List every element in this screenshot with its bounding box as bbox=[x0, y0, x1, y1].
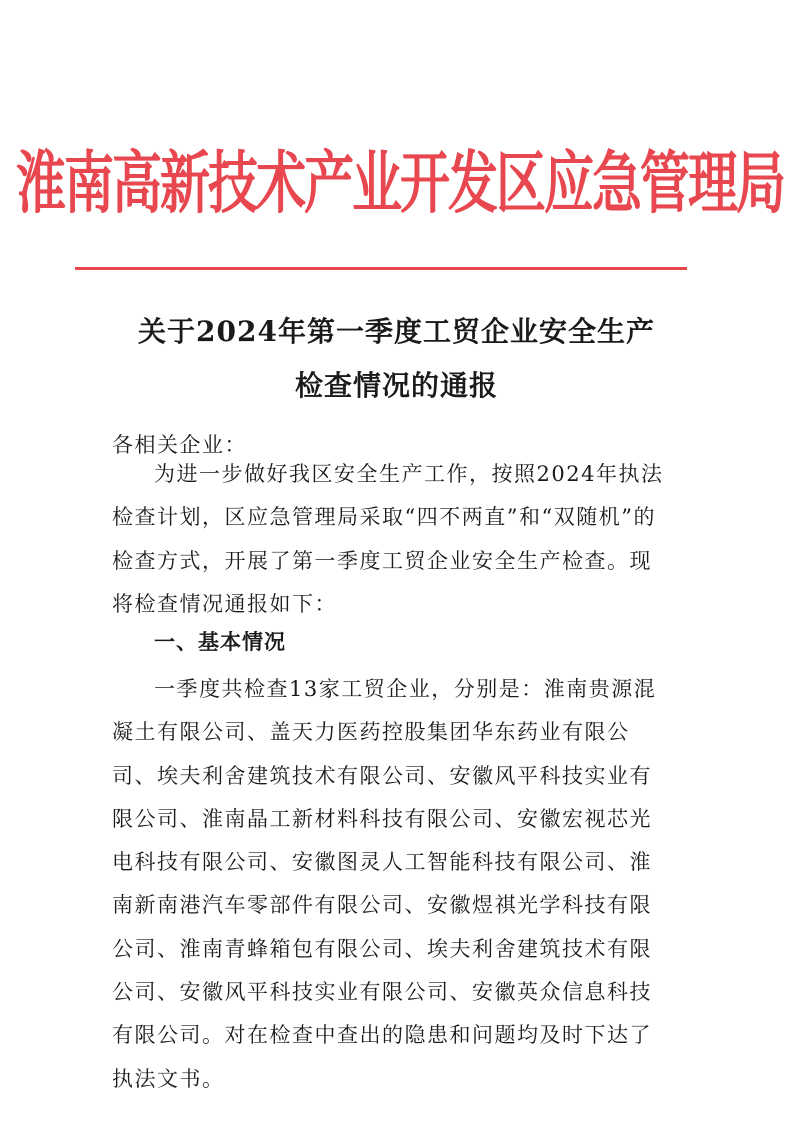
document-title-line-1: 关于2024年第一季度工贸企业安全生产 bbox=[138, 315, 655, 348]
section-paragraph-basic-situation: 一季度共检查13家工贸企业，分别是：淮南贵源混凝土有限公司、盖天力医药控股集团华东药业有限公司、埃夫利舍建筑技术有限公司、安徽风平科技实业有限公司、淮南晶工新材料科技有限公司、安徽宏视芯光电科技有限公司、安徽图灵人工智能科技有限公司、淮南新南港汽车零部件有限公司、安徽煜祺光学科技有限公司、淮南青蜂箱包有限公司、埃夫利舍建筑技术有限公司、安徽风平科技实业有限公司、安徽英众信息科技有限公司。对在检查中查出的隐患和问题均及时下达了执法文书。 bbox=[112, 677, 657, 1091]
intro-paragraph: 为进一步做好我区安全生产工作，按照2024年执法检查计划，区应急管理局采取“四不两直”和“双随机”的检查方式，开展了第一季度工贸企业安全生产检查。现将检查情况通报如下： bbox=[112, 462, 664, 616]
letterhead bbox=[16, 128, 784, 228]
organization-name: 淮南高新技术产业开发区应急管理局 bbox=[16, 144, 784, 223]
letterhead-divider bbox=[75, 267, 687, 270]
salutation: 各相关企业： bbox=[112, 433, 247, 457]
document-title-line-2: 检查情况的通报 bbox=[294, 369, 498, 402]
section-heading-basic-situation: 一、基本情况 bbox=[154, 630, 286, 654]
